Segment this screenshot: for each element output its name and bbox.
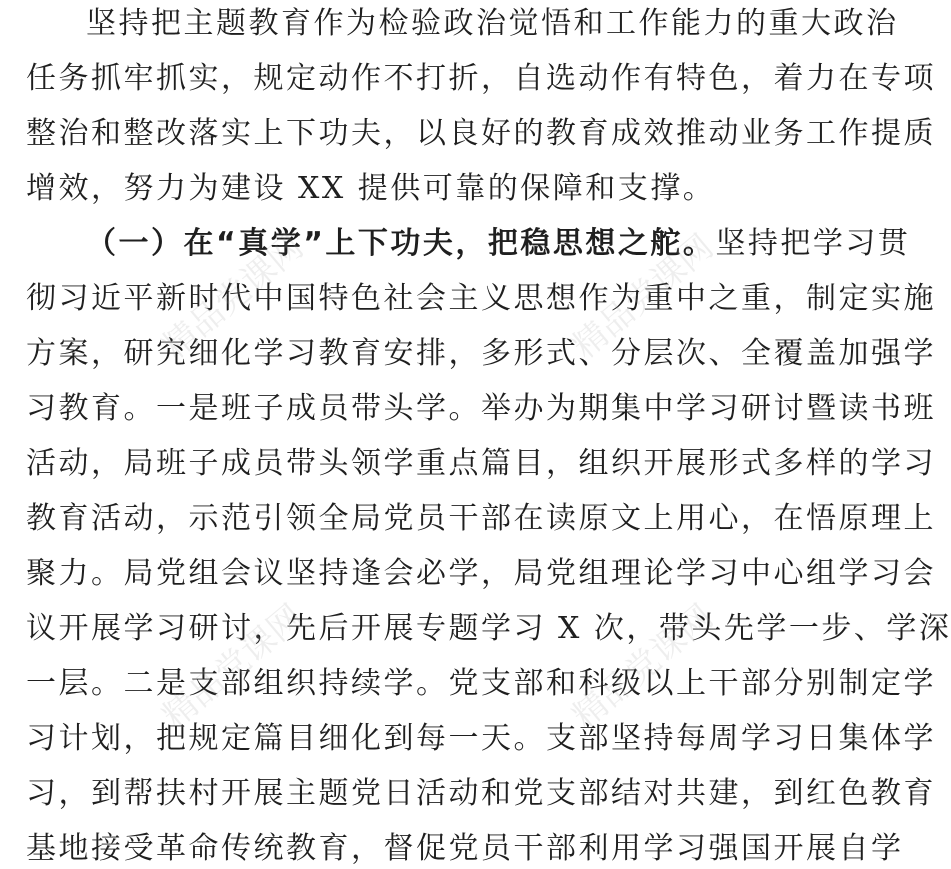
text-line: 聚力。局党组会议坚持逢会必学，局党组理论学习中心组学习会: [26, 556, 936, 591]
text-line: 习教育。一是班子成员带头学。举办为期集中学习研讨暨读书班: [26, 391, 936, 426]
text-line: 增效，努力为建设 XX 提供可靠的保障和支撑。: [26, 171, 716, 206]
text-line: 任务抓牢抓实，规定动作不打折，自选动作有特色，着力在专项: [26, 61, 936, 96]
text-span: 坚持把学习贯: [715, 226, 911, 261]
text-line: 基地接受革命传统教育，督促党员干部利用学习强国开展自学: [26, 831, 904, 866]
text-line: 议开展学习研讨，先后开展专题学习 X 次，带头先学一步、学深: [26, 611, 951, 646]
text-line: 习，到帮扶村开展主题党日活动和党支部结对共建，到红色教育: [26, 776, 936, 811]
text-line: 习计划，把规定篇目细化到每一天。支部坚持每周学习日集体学: [26, 721, 936, 756]
text-line: 坚持把主题教育作为检验政治觉悟和工作能力的重大政治: [86, 6, 899, 41]
text-line: 教育活动，示范引领全局党员干部在读原文上用心，在悟原理上: [26, 501, 936, 536]
text-line: 彻习近平新时代中国特色社会主义思想作为重中之重，制定实施: [26, 281, 936, 316]
watermark: 精品党课网: [155, 226, 312, 367]
watermark: 精品党课网: [565, 226, 722, 367]
text-line: 整治和整改落实上下功夫，以良好的教育成效推动业务工作提质: [26, 116, 936, 151]
text-line: 活动，局班子成员带头领学重点篇目，组织开展形式多样的学习: [26, 446, 936, 481]
section-heading: （一）在“真学”上下功夫，把稳思想之舵。: [86, 226, 716, 261]
watermark: 精品党课网: [155, 596, 312, 737]
text-line: [86, 224, 910, 264]
text-line: 方案，研究细化学习教育安排，多形式、分层次、全覆盖加强学: [26, 336, 936, 371]
text-line: 一层。二是支部组织持续学。党支部和科级以上干部分别制定学: [26, 666, 936, 701]
watermark: 精品党课网: [565, 596, 722, 737]
